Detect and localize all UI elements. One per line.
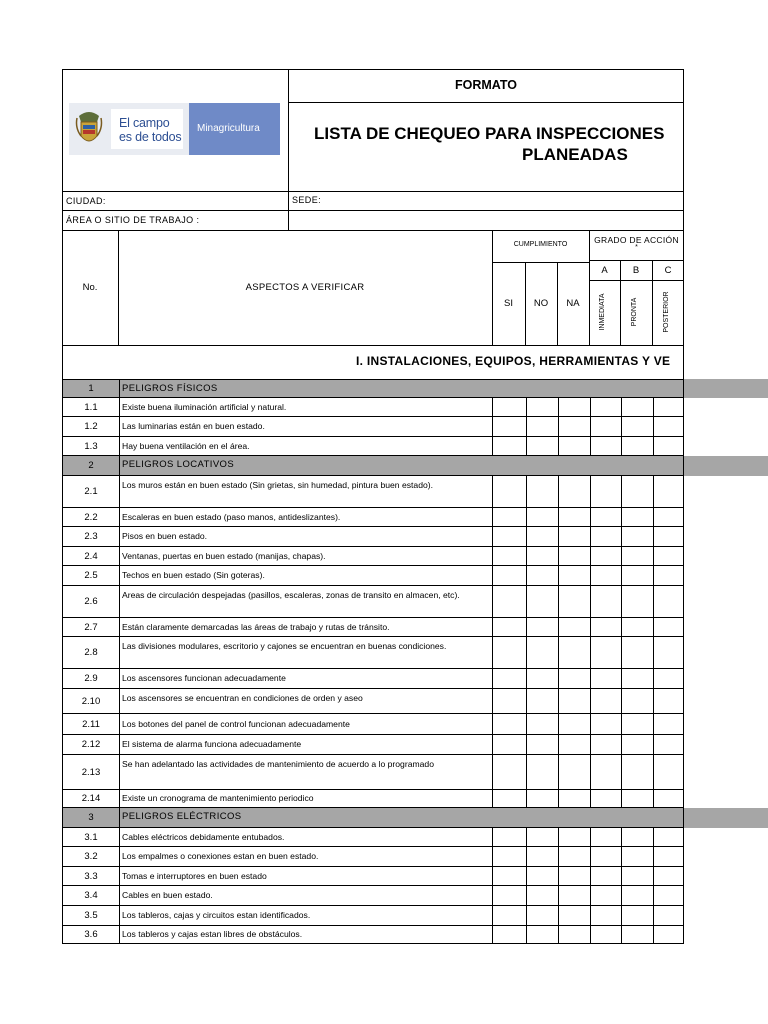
- row-number: 2.12: [63, 735, 120, 754]
- cell-a[interactable]: [590, 790, 622, 807]
- table-row: [62, 790, 684, 808]
- section-label: PELIGROS ELÉCTRICOS: [122, 811, 242, 822]
- row-number: 3.3: [63, 867, 120, 885]
- cell-b[interactable]: [621, 547, 654, 565]
- cell-si[interactable]: [493, 437, 527, 455]
- cell-si[interactable]: [493, 926, 527, 943]
- cell-a[interactable]: [590, 735, 622, 754]
- cell-no[interactable]: [526, 847, 559, 866]
- cell-c[interactable]: [653, 755, 683, 789]
- cell-a[interactable]: [590, 714, 622, 734]
- cell-c[interactable]: [653, 828, 683, 846]
- cell-na[interactable]: [558, 566, 591, 585]
- cell-na[interactable]: [558, 689, 591, 713]
- cell-na[interactable]: [558, 886, 591, 905]
- cell-c[interactable]: [653, 437, 683, 455]
- cell-b[interactable]: [621, 828, 654, 846]
- row-description: Los botones del panel de control funcionan adecuadamente: [119, 714, 493, 734]
- area-label: ÁREA O SITIO DE TRABAJO :: [66, 215, 200, 225]
- cell-no[interactable]: [526, 689, 559, 713]
- table-row: [62, 689, 684, 714]
- cell-na[interactable]: [558, 508, 591, 526]
- row-description: Pisos en buen estado.: [119, 527, 493, 546]
- cell-c[interactable]: [653, 669, 683, 688]
- formato-label: FORMATO: [454, 78, 518, 92]
- cell-no[interactable]: [526, 417, 559, 436]
- cell-c[interactable]: [653, 566, 683, 585]
- cell-na[interactable]: [558, 926, 591, 943]
- table-row: [62, 847, 684, 867]
- cell-c[interactable]: [653, 847, 683, 866]
- cell-si[interactable]: [493, 398, 527, 416]
- cell-si[interactable]: [493, 906, 527, 925]
- row-number: 2.5: [63, 566, 120, 585]
- row-number: 2.8: [63, 637, 120, 668]
- logo-text-1: El campo: [119, 116, 170, 130]
- cell-si[interactable]: [493, 618, 527, 636]
- cell-a[interactable]: [590, 508, 622, 526]
- cell-c[interactable]: [653, 527, 683, 546]
- cell-c[interactable]: [653, 886, 683, 905]
- col-posterior: POSTERIOR: [663, 291, 670, 333]
- table-row: [62, 926, 684, 944]
- table-row: [62, 508, 684, 527]
- cell-no[interactable]: [526, 527, 559, 546]
- row-description: Están claramente demarcadas las áreas de trabajo y rutas de tránsito.: [119, 618, 493, 636]
- row-number: 3.4: [63, 886, 120, 905]
- ministry-logo: [69, 103, 280, 155]
- cell-si[interactable]: [493, 566, 527, 585]
- cell-b[interactable]: [621, 586, 654, 617]
- cell-no[interactable]: [526, 508, 559, 526]
- cell-si[interactable]: [493, 714, 527, 734]
- col-a: A: [601, 265, 608, 276]
- cell-c[interactable]: [653, 508, 683, 526]
- cell-c[interactable]: [653, 689, 683, 713]
- row-description: Se han adelantado las actividades de mantenimiento de acuerdo a lo programado: [119, 755, 493, 789]
- cell-a[interactable]: [590, 417, 622, 436]
- cell-a[interactable]: [590, 828, 622, 846]
- cell-b[interactable]: [621, 618, 654, 636]
- col-cumplimiento: CUMPLIMIENTO: [513, 241, 568, 248]
- cell-na[interactable]: [558, 867, 591, 885]
- row-number: 1.3: [63, 437, 120, 455]
- page-title: LISTA DE CHEQUEO PARA INSPECCIONES: [314, 124, 665, 143]
- cell-si[interactable]: [493, 755, 527, 789]
- cell-na[interactable]: [558, 527, 591, 546]
- cell-a[interactable]: [590, 926, 622, 943]
- section-label: PELIGROS FÍSICOS: [122, 383, 218, 394]
- row-number: 1.2: [63, 417, 120, 436]
- cell-si[interactable]: [493, 547, 527, 565]
- ciudad-label: CIUDAD:: [66, 196, 106, 206]
- table-row: [62, 437, 684, 456]
- table-row: [62, 886, 684, 906]
- col-grado-mark: *: [635, 244, 638, 251]
- cell-si[interactable]: [493, 828, 527, 846]
- cell-si[interactable]: [493, 886, 527, 905]
- cell-a[interactable]: [590, 618, 622, 636]
- cell-b[interactable]: [621, 508, 654, 526]
- row-description: Los muros están en buen estado (Sin grietas, sin humedad, pintura buen estado).: [119, 476, 493, 507]
- cell-b[interactable]: [621, 637, 654, 668]
- cell-no[interactable]: [526, 735, 559, 754]
- cell-si[interactable]: [493, 637, 527, 668]
- row-description: Areas de circulación despejadas (pasillos, escaleras, zonas de transito en almacen, etc).: [119, 586, 493, 617]
- table-row: [62, 527, 684, 547]
- cell-b[interactable]: [621, 566, 654, 585]
- cell-a[interactable]: [590, 847, 622, 866]
- cell-na[interactable]: [558, 906, 591, 925]
- cell-c[interactable]: [653, 714, 683, 734]
- cell-b[interactable]: [621, 669, 654, 688]
- cell-c[interactable]: [653, 735, 683, 754]
- row-number: 2.13: [63, 755, 120, 789]
- cell-no[interactable]: [526, 755, 559, 789]
- ciudad-row: [62, 191, 684, 211]
- cell-c[interactable]: [653, 417, 683, 436]
- row-number: 3: [63, 808, 120, 827]
- cell-a[interactable]: [590, 476, 622, 507]
- row-description: Cables en buen estado.: [119, 886, 493, 905]
- row-description: Existe un cronograma de mantenimiento periodico: [119, 790, 493, 807]
- cell-si[interactable]: [493, 689, 527, 713]
- cell-b[interactable]: [621, 476, 654, 507]
- cell-si[interactable]: [493, 508, 527, 526]
- cell-si[interactable]: [493, 586, 527, 617]
- cell-a[interactable]: [590, 755, 622, 789]
- section-row-extension: [684, 456, 768, 476]
- cell-no[interactable]: [526, 669, 559, 688]
- row-number: 1: [63, 380, 120, 397]
- cell-si[interactable]: [493, 476, 527, 507]
- cell-si[interactable]: [493, 527, 527, 546]
- cell-b[interactable]: [621, 867, 654, 885]
- col-c: C: [664, 265, 672, 276]
- cell-b[interactable]: [621, 790, 654, 807]
- cell-a[interactable]: [590, 867, 622, 885]
- row-description: Cables eléctricos debidamente entubados.: [119, 828, 493, 846]
- row-number: 2.9: [63, 669, 120, 688]
- cell-a[interactable]: [590, 566, 622, 585]
- row-description: Escaleras en buen estado (paso manos, antideslizantes).: [119, 508, 493, 526]
- table-row: [62, 906, 684, 926]
- cell-b[interactable]: [621, 906, 654, 925]
- sede-label: SEDE:: [292, 195, 322, 205]
- cell-c[interactable]: [653, 398, 683, 416]
- row-description: Existe buena iluminación artificial y natural.: [119, 398, 493, 416]
- cell-b[interactable]: [621, 437, 654, 455]
- cell-si[interactable]: [493, 847, 527, 866]
- cell-na[interactable]: [558, 755, 591, 789]
- cell-c[interactable]: [653, 476, 683, 507]
- cell-na[interactable]: [558, 476, 591, 507]
- cell-no[interactable]: [526, 790, 559, 807]
- cell-no[interactable]: [526, 398, 559, 416]
- coat-of-arms-icon: [75, 108, 103, 150]
- row-description: Los tableros y cajas estan libres de obstáculos.: [119, 926, 493, 943]
- cell-c[interactable]: [653, 906, 683, 925]
- cell-no[interactable]: [526, 618, 559, 636]
- cell-no[interactable]: [526, 906, 559, 925]
- cell-b[interactable]: [621, 714, 654, 734]
- table-row: [62, 735, 684, 755]
- table-row: [62, 618, 684, 637]
- table-row: [62, 669, 684, 689]
- table-row: [62, 755, 684, 790]
- cell-na[interactable]: [558, 847, 591, 866]
- cell-b[interactable]: [621, 398, 654, 416]
- section-row: [62, 379, 684, 398]
- cell-na[interactable]: [558, 618, 591, 636]
- section-row: [62, 808, 684, 828]
- row-number: 3.6: [63, 926, 120, 943]
- row-number: 2.1: [63, 476, 120, 507]
- row-description: Los empalmes o conexiones estan en buen estado.: [119, 847, 493, 866]
- row-number: 2.14: [63, 790, 120, 807]
- table-row: [62, 714, 684, 735]
- cell-c[interactable]: [653, 790, 683, 807]
- cell-si[interactable]: [493, 669, 527, 688]
- row-description: Techos en buen estado (Sin goteras).: [119, 566, 493, 585]
- cell-b[interactable]: [621, 735, 654, 754]
- logo-brand: Minagricultura: [197, 123, 260, 134]
- row-number: 3.2: [63, 847, 120, 866]
- cell-a[interactable]: [590, 689, 622, 713]
- cell-na[interactable]: [558, 790, 591, 807]
- cell-a[interactable]: [590, 637, 622, 668]
- cell-no[interactable]: [526, 926, 559, 943]
- col-na: NA: [566, 298, 580, 309]
- row-number: 2.10: [63, 689, 120, 713]
- table-row: [62, 637, 684, 669]
- table-row: [62, 417, 684, 437]
- table-row: [62, 476, 684, 508]
- cell-b[interactable]: [621, 847, 654, 866]
- cell-no[interactable]: [526, 437, 559, 455]
- section-row-extension: [684, 379, 768, 398]
- cell-b[interactable]: [621, 926, 654, 943]
- col-aspectos: ASPECTOS A VERIFICAR: [245, 282, 365, 293]
- cell-na[interactable]: [558, 398, 591, 416]
- row-description: El sistema de alarma funciona adecuadamente: [119, 735, 493, 754]
- cell-na[interactable]: [558, 637, 591, 668]
- table-row: [62, 586, 684, 618]
- cell-no[interactable]: [526, 476, 559, 507]
- row-description: Hay buena ventilación en el área.: [119, 437, 493, 455]
- table-row: [62, 867, 684, 886]
- cell-a[interactable]: [590, 398, 622, 416]
- cell-no[interactable]: [526, 547, 559, 565]
- cell-si[interactable]: [493, 417, 527, 436]
- cell-na[interactable]: [558, 547, 591, 565]
- cell-a[interactable]: [590, 669, 622, 688]
- col-b: B: [632, 265, 640, 276]
- section-title: I. INSTALACIONES, EQUIPOS, HERRAMIENTAS Y VE: [356, 354, 671, 368]
- cell-a[interactable]: [590, 437, 622, 455]
- cell-no[interactable]: [526, 867, 559, 885]
- cell-si[interactable]: [493, 867, 527, 885]
- row-description: Las luminarias están en buen estado.: [119, 417, 493, 436]
- cell-c[interactable]: [653, 926, 683, 943]
- col-si: SI: [504, 298, 513, 309]
- cell-si[interactable]: [493, 790, 527, 807]
- col-grado: GRADO DE ACCIÓN: [594, 235, 679, 245]
- row-number: 1.1: [63, 398, 120, 416]
- row-description: Ventanas, puertas en buen estado (manijas, chapas).: [119, 547, 493, 565]
- row-number: 2.3: [63, 527, 120, 546]
- table-row: [62, 547, 684, 566]
- cell-c[interactable]: [653, 547, 683, 565]
- cell-b[interactable]: [621, 527, 654, 546]
- row-number: 2.6: [63, 586, 120, 617]
- cell-c[interactable]: [653, 586, 683, 617]
- row-number: 2: [63, 456, 120, 475]
- row-description: Los ascensores funcionan adecuadamente: [119, 669, 493, 688]
- section-label: PELIGROS LOCATIVOS: [122, 459, 235, 470]
- cell-na[interactable]: [558, 828, 591, 846]
- table-row: [62, 398, 684, 417]
- section-row: [62, 456, 684, 476]
- cell-na[interactable]: [558, 417, 591, 436]
- row-number: 2.11: [63, 714, 120, 734]
- col-no: No.: [82, 282, 98, 293]
- row-number: 2.2: [63, 508, 120, 526]
- row-description: Las divisiones modulares, escritorio y cajones se encuentran en buenas condiciones.: [119, 637, 493, 668]
- table-row: [62, 566, 684, 586]
- cell-b[interactable]: [621, 417, 654, 436]
- col-no-option: NO: [533, 298, 549, 309]
- cell-a[interactable]: [590, 527, 622, 546]
- table-row: [62, 828, 684, 847]
- cell-no[interactable]: [526, 714, 559, 734]
- cell-na[interactable]: [558, 735, 591, 754]
- cell-si[interactable]: [493, 735, 527, 754]
- cell-no[interactable]: [526, 637, 559, 668]
- col-inmediata: INMEDIATA: [599, 293, 606, 331]
- cell-na[interactable]: [558, 714, 591, 734]
- row-number: 2.4: [63, 547, 120, 565]
- row-description: Los tableros, cajas y circuitos estan identificados.: [119, 906, 493, 925]
- cell-a[interactable]: [590, 586, 622, 617]
- cell-no[interactable]: [526, 566, 559, 585]
- cell-b[interactable]: [621, 689, 654, 713]
- cell-a[interactable]: [590, 547, 622, 565]
- col-pronta: PRONTA: [631, 297, 638, 327]
- cell-na[interactable]: [558, 669, 591, 688]
- cell-c[interactable]: [653, 637, 683, 668]
- logo-text-2: es de todos: [119, 130, 182, 144]
- cell-no[interactable]: [526, 828, 559, 846]
- row-number: 2.7: [63, 618, 120, 636]
- cell-b[interactable]: [621, 755, 654, 789]
- cell-no[interactable]: [526, 586, 559, 617]
- cell-a[interactable]: [590, 906, 622, 925]
- cell-no[interactable]: [526, 886, 559, 905]
- cell-na[interactable]: [558, 586, 591, 617]
- cell-b[interactable]: [621, 886, 654, 905]
- section-row-extension: [684, 808, 768, 828]
- cell-c[interactable]: [653, 618, 683, 636]
- row-description: Tomas e interruptores en buen estado: [119, 867, 493, 885]
- page-title-line2: PLANEADAS: [522, 145, 628, 164]
- row-number: 3.1: [63, 828, 120, 846]
- row-description: Los ascensores se encuentran en condiciones de orden y aseo: [119, 689, 493, 713]
- cell-c[interactable]: [653, 867, 683, 885]
- cell-a[interactable]: [590, 886, 622, 905]
- row-number: 3.5: [63, 906, 120, 925]
- cell-na[interactable]: [558, 437, 591, 455]
